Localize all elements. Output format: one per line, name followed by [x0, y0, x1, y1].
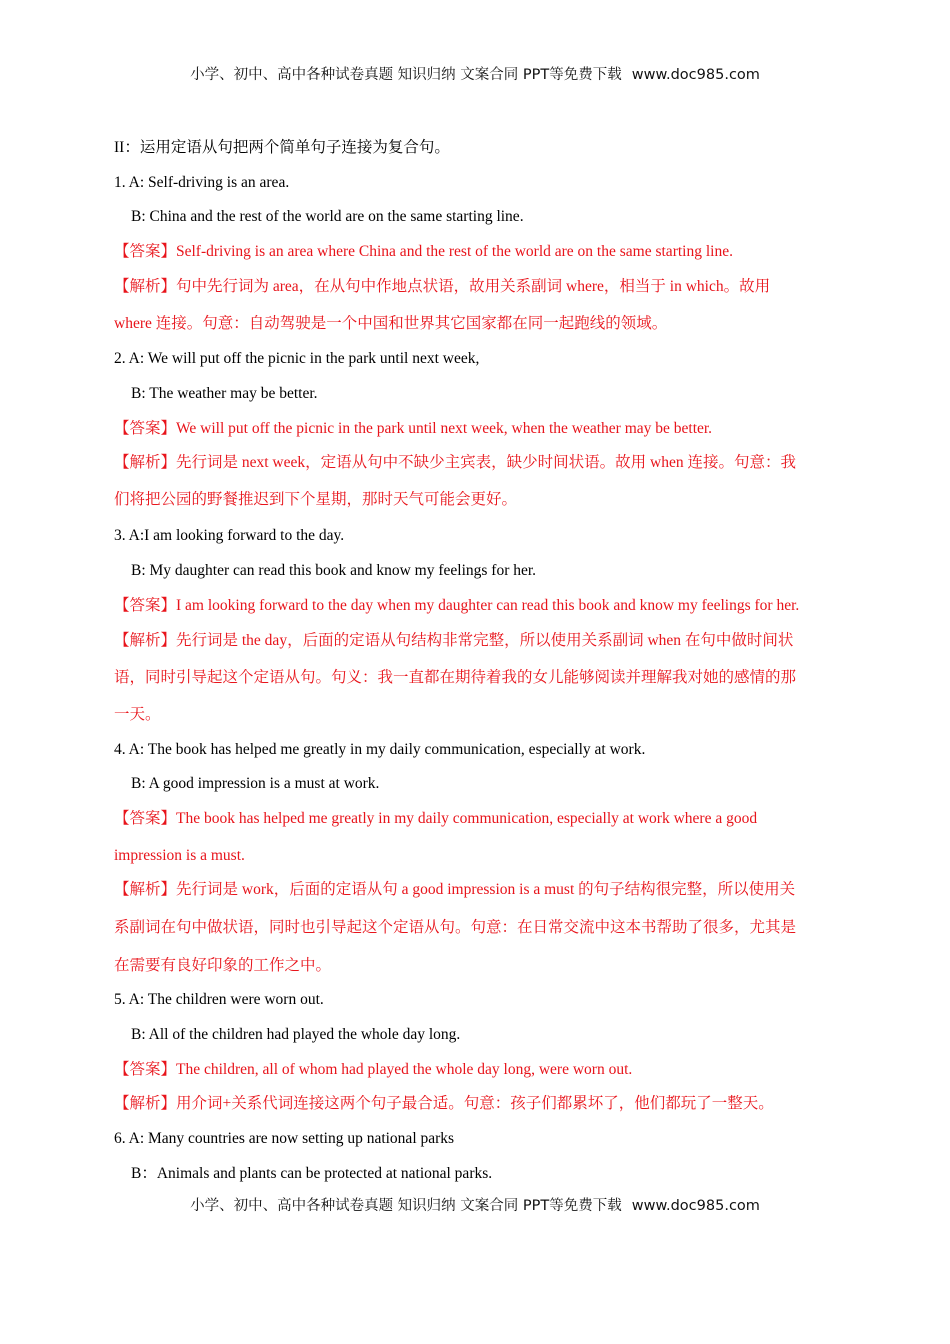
- page-header: [0, 65, 950, 85]
- item-3-analysis-line-3: 一天。: [114, 706, 161, 723]
- section-title: II：运用定语从句把两个简单句子连接为复合句。: [114, 139, 450, 156]
- item-3-sentence-b: B: My daughter can read this book and know my feelings for her.: [131, 562, 537, 579]
- item-5-sentence-b: B: All of the children had played the whole day long.: [131, 1026, 461, 1043]
- item-1-sentence-a: 1. A: Self-driving is an area.: [114, 174, 290, 191]
- item-5-answer: 【答案】The children, all of whom had played the whole day long, were worn out.: [114, 1061, 633, 1078]
- item-6-sentence-b: B：Animals and plants can be protected at national parks.: [131, 1165, 493, 1182]
- item-3-analysis-line-1: 【解析】先行词是 the day，后面的定语从句结构非常完整，所以使用关系副词 when 在句中做时间状: [114, 632, 794, 649]
- item-3-sentence-a: 3. A:I am looking forward to the day.: [114, 527, 345, 544]
- footer-url: www.doc985.com: [631, 1198, 760, 1214]
- item-2-answer: 【答案】We will put off the picnic in the park until next week, when the weather may be better.: [114, 420, 713, 437]
- item-4-analysis-line-3: 在需要有良好印象的工作之中。: [114, 957, 332, 974]
- item-5-sentence-a: 5. A: The children were worn out.: [114, 991, 324, 1008]
- item-4-analysis-line-1: 【解析】先行词是 work，后面的定语从句 a good impression is a must 的句子结构很完整，所以使用关: [114, 881, 796, 898]
- page-footer: [0, 1196, 950, 1216]
- item-4-sentence-b: B: A good impression is a must at work.: [131, 775, 380, 792]
- item-1-answer: 【答案】Self-driving is an area where China and the rest of the world are on the same starting line.: [114, 243, 733, 260]
- item-2-analysis-line-1: 【解析】先行词是 next week，定语从句中不缺少主宾表，缺少时间状语。故用 when 连接。句意：我: [114, 454, 796, 471]
- item-1-analysis-line-2: where 连接。句意：自动驾驶是一个中国和世界其它国家都在同一起跑线的领域。: [114, 315, 668, 332]
- item-1-analysis-line-1: 【解析】句中先行词为 area，在从句中作地点状语，故用关系副词 where，相当于 in which。故用: [114, 278, 771, 295]
- item-2-analysis-line-2: 们将把公园的野餐推迟到下个星期，那时天气可能会更好。: [114, 491, 518, 508]
- item-3-analysis-line-2: 语，同时引导起这个定语从句。句义：我一直都在期待着我的女儿能够阅读并理解我对她的感情的那: [114, 669, 797, 686]
- footer-text: 小学、初中、高中各种试卷真题 知识归纳 文案合同 PPT等免费下载: [190, 1198, 622, 1214]
- header-text: 小学、初中、高中各种试卷真题 知识归纳 文案合同 PPT等免费下载: [190, 67, 622, 83]
- header-url: www.doc985.com: [631, 67, 760, 83]
- item-3-answer: 【答案】I am looking forward to the day when my daughter can read this book and know my feelings for her.: [114, 597, 800, 614]
- item-5-analysis: 【解析】用介词+关系代词连接这两个句子最合适。句意：孩子们都累坏了，他们都玩了一整天。: [114, 1095, 774, 1112]
- item-1-sentence-b: B: China and the rest of the world are on the same starting line.: [131, 208, 524, 225]
- item-4-analysis-line-2: 系副词在句中做状语，同时也引导起这个定语从句。句意：在日常交流中这本书帮助了很多，尤其是: [114, 919, 797, 936]
- item-4-answer-line-2: impression is a must.: [114, 847, 245, 864]
- item-2-sentence-b: B: The weather may be better.: [131, 385, 318, 402]
- item-6-sentence-a: 6. A: Many countries are now setting up national parks: [114, 1130, 455, 1147]
- item-4-answer-line-1: 【答案】The book has helped me greatly in my daily communication, especially at work where a good: [114, 810, 758, 827]
- item-2-sentence-a: 2. A: We will put off the picnic in the park until next week,: [114, 350, 480, 367]
- item-4-sentence-a: 4. A: The book has helped me greatly in my daily communication, especially at work.: [114, 741, 646, 758]
